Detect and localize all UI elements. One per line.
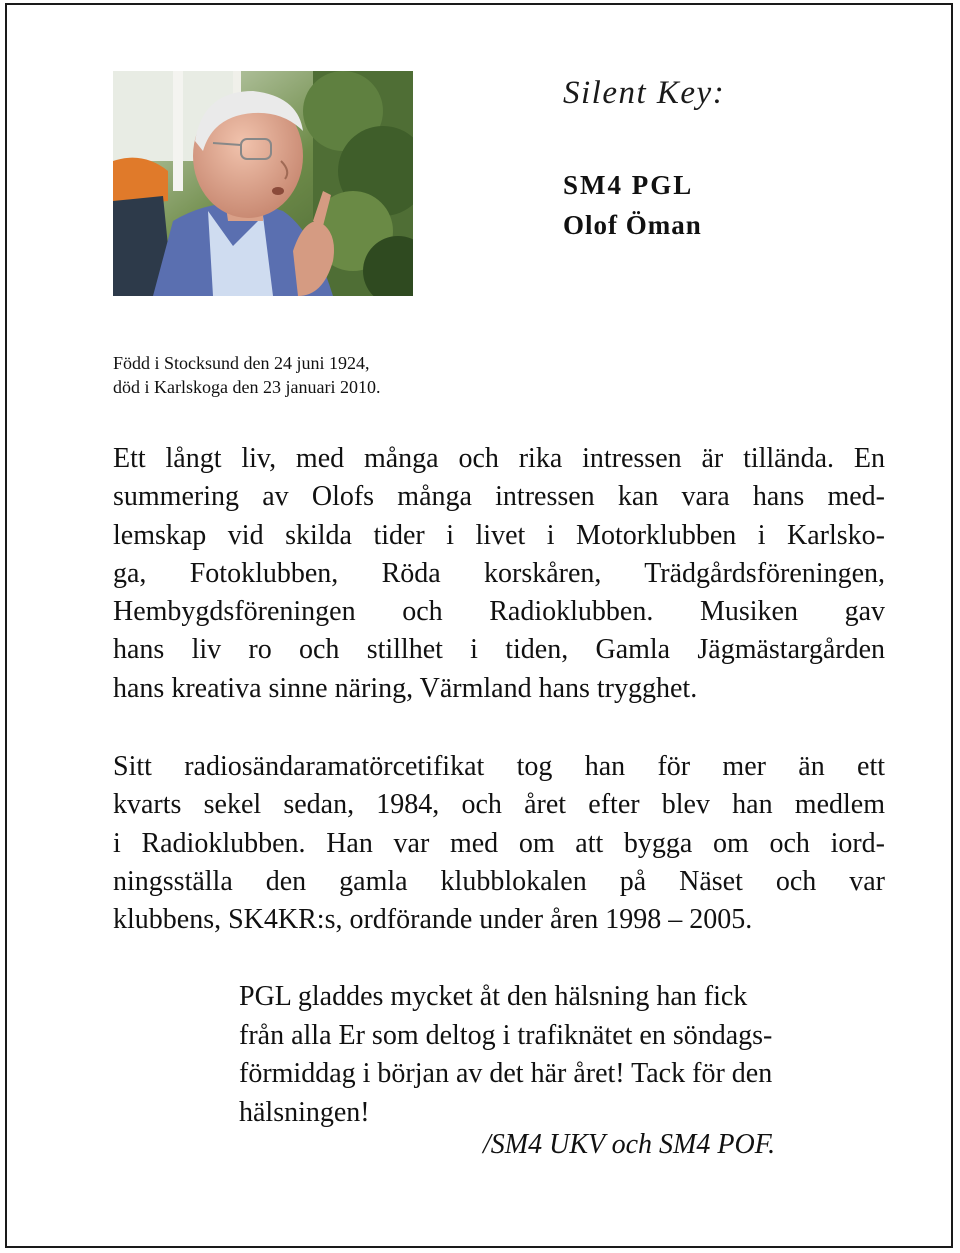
paragraph-interests bbox=[113, 440, 885, 708]
portrait-image bbox=[113, 71, 413, 296]
portrait-photo bbox=[113, 71, 413, 296]
paragraph-line: hans kreativa sinne näring, Värmland hans trygghet. bbox=[113, 672, 698, 704]
death-info: död i Karlskoga den 23 januari 2010. bbox=[113, 377, 381, 397]
greeting-line: från alla Er som deltog i trafiknätet en söndags- bbox=[239, 1019, 773, 1051]
birth-info: Född i Stocksund den 24 juni 1924, bbox=[113, 353, 370, 373]
silent-key-heading: Silent Key: bbox=[563, 75, 726, 111]
person-name: Olof Öman bbox=[563, 210, 702, 240]
greeting-line: PGL gladdes mycket åt den hälsning han fick bbox=[239, 981, 748, 1012]
paragraph-line: Ett långt liv, med många och rika intressen är tillända. En bbox=[113, 443, 885, 474]
paragraph-line: ga, Fotoklubben, Röda korskåren, Trädgårdsföreningen, bbox=[113, 557, 885, 589]
greeting-line: förmiddag i början av det här året! Tack för den bbox=[239, 1058, 773, 1089]
paragraph-line: summering av Olofs många intressen kan vara hans med- bbox=[113, 481, 885, 513]
callsign: SM4 PGL bbox=[563, 170, 694, 200]
memorial-page bbox=[5, 3, 953, 1248]
paragraph-line: Sitt radiosändaramatörcetifikat tog han för mer än ett bbox=[113, 751, 885, 782]
signature: /SM4 UKV och SM4 POF. bbox=[483, 1129, 776, 1160]
paragraph-line: lemskap vid skilda tider i livet i Motorklubben i Karlsko- bbox=[113, 519, 885, 551]
greeting-paragraph bbox=[239, 978, 879, 1132]
paragraph-line: hans liv ro och stillhet i tiden, Gamla Jägmästargården bbox=[113, 634, 885, 666]
greeting-line: hälsningen! bbox=[239, 1096, 370, 1128]
paragraph-line: ningsställa den gamla klubblokalen på Näset och var bbox=[113, 865, 885, 897]
paragraph-line: kvarts sekel sedan, 1984, och året efter blev han medlem bbox=[113, 789, 885, 821]
paragraph-radio bbox=[113, 748, 885, 939]
paragraph-line: i Radioklubben. Han var med om att bygga om och iord- bbox=[113, 827, 885, 859]
paragraph-line: Hembygdsföreningen och Radioklubben. Musiken gav bbox=[113, 596, 885, 628]
paragraph-line: klubbens, SK4KR:s, ordförande under åren 1998 – 2005. bbox=[113, 904, 753, 936]
